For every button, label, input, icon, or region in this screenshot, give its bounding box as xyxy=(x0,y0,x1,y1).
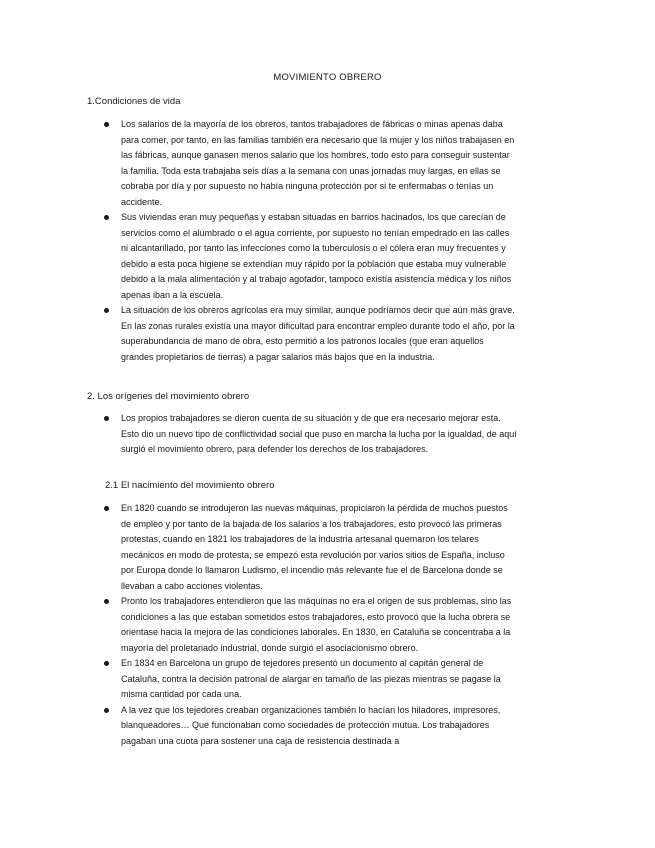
list-item-text: Los propios trabajadores se dieron cuenta de su situación y de que era necesario mejorar esta. Esto dio un nuevo tipo de conflictividad social que puso en marcha la lucha por la igualdad, de aquí surgió el movimiento obrero, para defender los derechos de los trabajadores. xyxy=(121,413,517,454)
list-item-text: En 1834 en Barcelona un grupo de tejedores presentó un documento al capitán general de Cataluña, contra la decisión patronal de alargar en tamaño de las piezas mientras se pagase la misma cantidad por cada una. xyxy=(121,658,501,699)
bullet-icon xyxy=(104,506,109,511)
nacimiento-list xyxy=(102,501,517,749)
bullet-icon xyxy=(104,708,109,713)
bullet-icon xyxy=(104,661,109,666)
list-item-text: A la vez que los tejedores creaban organizaciones también lo hacían los hiladores, impresores, blanqueadores… Que funcionaban como sociedades de protección mutua. Los trabajadores pagaban una cuota para sostener una caja de resistencia destinada a xyxy=(121,704,501,746)
section-heading-origenes: 2. Los orígenes del movimiento obrero xyxy=(87,391,250,402)
bullet-icon xyxy=(104,308,109,313)
list-item xyxy=(102,656,517,703)
list-item xyxy=(102,501,517,594)
origenes-list xyxy=(102,411,517,458)
list-item-text: En 1820 cuando se introdujeron las nuevas máquinas, propiciaron la pérdida de muchos puestos de empleo y por tanto de la bajada de los salarios a los trabajadores, esto provocó las primeras protestas, cuando en 1821 los trabajadores de la industria artesanal quemaron los telares mecánicos en modo de protesta, se empezó esta revolución por varios sitios de España, incluso por Europa donde lo llamaron Ludismo, el incendio más relevante fue el de Barcelona donde se llevaban a cabo acciones violentas. xyxy=(121,503,508,591)
list-item-text: Pronto los trabajadores entendieron que las máquinas no era el origen de sus problemas, sino las condiciones a las que estaban sometidos estos trabajadores, esto provocó que la lucha obrera se orientase hacia la mejora de las condiciones laborales. En 1830, en Cataluña se concentraba a la mayoría del proletariado industrial, donde surgió el asociacionismo obrero. xyxy=(121,596,512,653)
bullet-icon xyxy=(104,122,109,127)
list-item-text: La situación de los obreros agrícolas era muy similar, aunque podríamos decir que aún más grave. En las zonas rurales existía una mayor dificultad para encontrar empleo durante todo el año, por la superabundancia de mano de obra, esto permitió a los patronos locales (que eran aquellos grandes propietarios de tierras) a pagar salarios más bajos que en la industria. xyxy=(121,305,515,362)
list-item xyxy=(102,703,517,750)
list-item xyxy=(102,117,517,210)
bullet-icon xyxy=(104,215,109,220)
list-item xyxy=(102,210,517,303)
subsection-heading-nacimiento: 2.1 El nacimiento del movimiento obrero xyxy=(105,480,275,491)
bullet-icon xyxy=(104,416,109,421)
list-item xyxy=(102,411,517,458)
list-item-text: Los salarios de la mayoría de los obreros, tantos trabajadores de fábricas o minas apenas daba para comer, por tanto, en las familias también era necesario que la mujer y los niños trabajasen en las fábricas, aunque ganasen menos salario que los hombres, todo esto para conseguir sustentar la familia. Toda esta trabajaba seis días a la semana con unas jornadas muy largas, en ellas se cobraba por día y por supuesto no había ninguna protección por si te enfermabas o tenías un accidente. xyxy=(121,119,515,207)
list-item-text: Sus viviendas eran muy pequeñas y estaban situadas en barrios hacinados, los que carecían de servicios como el alumbrado o el agua corriente, por supuesto no tenían empedrado en las calles ni alcantarillado, por tanto las infecciones como la tuberculosis o el cólera eran muy frecuentes y debido a esta poca higiene se extendían muy rápido por la población que estaba muy vulnerable debido a la mala alimentación y al trabajo agotador, tampoco existía asistencia médica y los niños apenas iban a la escuela. xyxy=(121,212,512,300)
list-item xyxy=(102,303,517,365)
bullet-icon xyxy=(104,599,109,604)
condiciones-list xyxy=(102,117,517,365)
section-heading-condiciones: 1.Condiciones de vida xyxy=(87,96,181,107)
list-item xyxy=(102,594,517,656)
document-title: MOVIMIENTO OBRERO xyxy=(273,72,382,83)
